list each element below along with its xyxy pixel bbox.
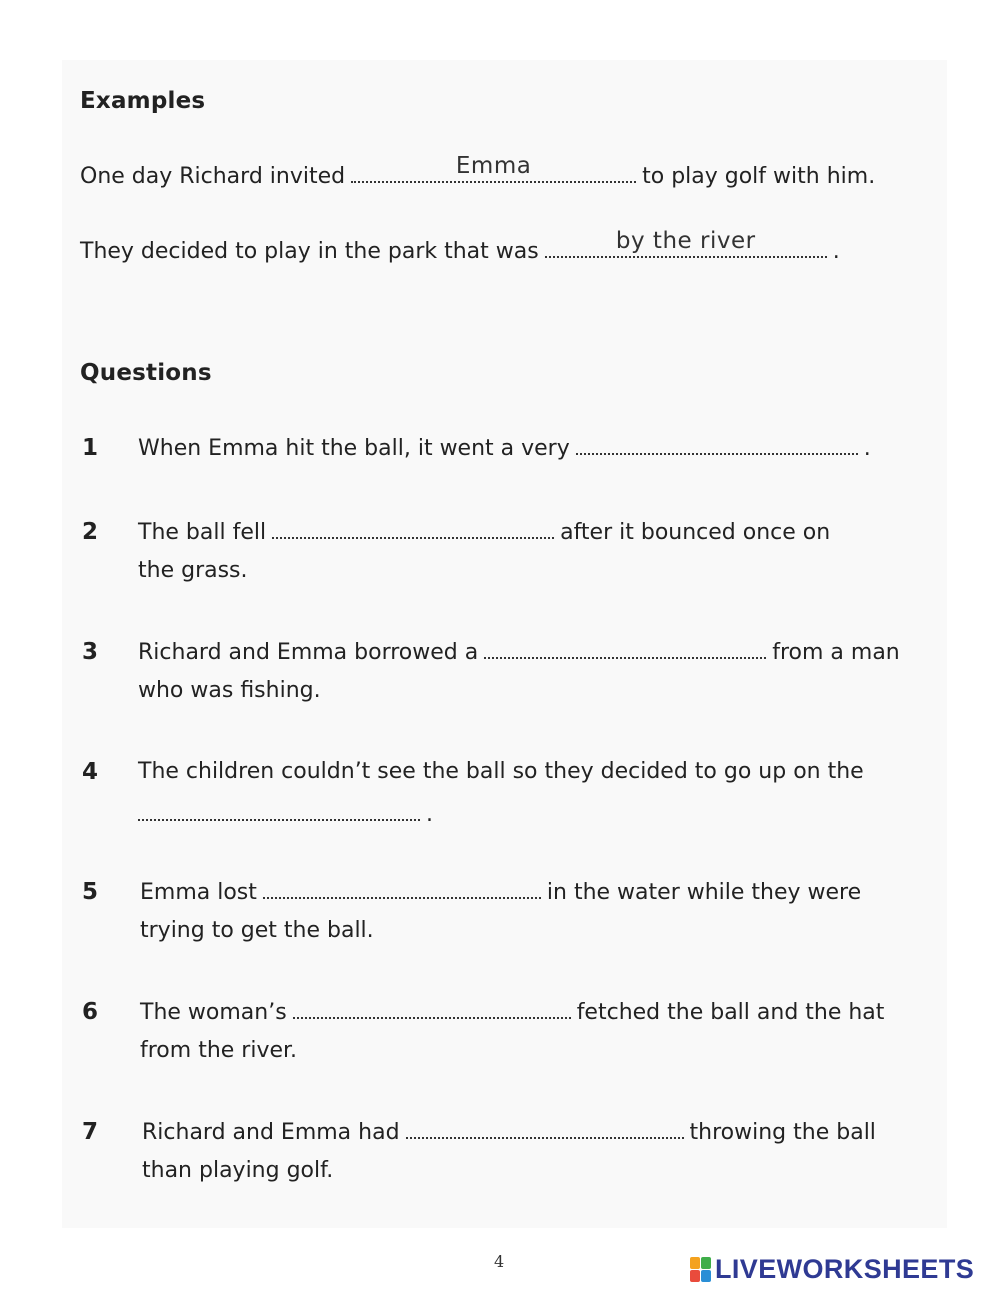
example-2-before: They decided to play in the park that was: [80, 239, 539, 264]
question-1-text-after: .: [863, 436, 871, 461]
question-5-text: Emma lost: [140, 880, 257, 905]
example-1: [80, 153, 876, 192]
question-7-number: 7: [82, 1119, 99, 1145]
questions-heading: Questions: [80, 360, 212, 386]
question-6-answer-blank[interactable]: [293, 999, 571, 1019]
question-5-text-after: in the water while they were: [546, 880, 862, 905]
question-7-line2: than playing golf.: [142, 1158, 334, 1183]
question-7-text-after: throwing the ball: [689, 1120, 876, 1145]
question-6-number: 6: [82, 999, 99, 1025]
question-3-answer-blank[interactable]: [484, 639, 766, 659]
logo-square-4: [701, 1270, 711, 1282]
question-6-text: The woman’s: [140, 1000, 287, 1025]
question-6-line1: [140, 998, 884, 1028]
question-7-text: Richard and Emma had: [142, 1120, 400, 1145]
question-3-line1: [138, 638, 900, 668]
question-5-line1: [140, 878, 861, 908]
logo-square-1: [690, 1257, 700, 1269]
question-5-number: 5: [82, 879, 99, 905]
question-1-answer-blank[interactable]: [576, 435, 858, 455]
question-7-line1: [142, 1118, 876, 1148]
question-3-text-after: from a man: [772, 640, 900, 665]
question-4-number: 4: [82, 759, 99, 785]
question-4-answer-blank[interactable]: [138, 801, 420, 821]
liveworksheets-wordmark: LIVEWORKSHEETS: [715, 1253, 975, 1284]
example-2-after: .: [832, 239, 840, 264]
liveworksheets-logo-icon: [690, 1257, 711, 1282]
example-2-answer: by the river: [615, 228, 756, 254]
examples-heading: Examples: [80, 88, 206, 114]
question-2-answer-blank[interactable]: [272, 519, 554, 539]
question-1-line1: [138, 434, 871, 464]
question-3-line2: who was fishing.: [138, 678, 321, 703]
question-4-text-after: .: [426, 802, 433, 827]
question-1-number: 1: [82, 435, 99, 461]
example-2-answer-blank[interactable]: [545, 228, 827, 258]
liveworksheets-logo[interactable]: [690, 1252, 974, 1286]
example-1-answer: Emma: [455, 153, 532, 179]
question-2-line2: the grass.: [138, 558, 248, 583]
example-1-before: One day Richard invited: [80, 164, 346, 189]
example-1-after: to play golf with him.: [642, 164, 876, 189]
logo-square-2: [701, 1257, 711, 1269]
question-2-text: The ball fell: [138, 520, 267, 545]
page-number: 4: [494, 1252, 505, 1271]
question-2-text-after: after it bounced once on: [560, 520, 831, 545]
question-6-line2: from the river.: [140, 1038, 298, 1063]
question-4-line1: The children couldn’t see the ball so they decided to go up on the: [138, 759, 864, 784]
logo-square-3: [690, 1270, 700, 1282]
question-3-text: Richard and Emma borrowed a: [138, 640, 479, 665]
question-1-text: When Emma hit the ball, it went a very: [138, 436, 570, 461]
question-4-line2: [138, 800, 433, 830]
example-1-answer-blank[interactable]: [351, 153, 636, 183]
example-2: [80, 228, 840, 267]
question-3-number: 3: [82, 639, 99, 665]
question-2-number: 2: [82, 519, 99, 545]
question-2-line1: [138, 518, 830, 548]
question-7-answer-blank[interactable]: [406, 1119, 684, 1139]
question-5-answer-blank[interactable]: [263, 879, 541, 899]
question-6-text-after: fetched the ball and the hat: [576, 1000, 885, 1025]
question-5-line2: trying to get the ball.: [140, 918, 374, 943]
